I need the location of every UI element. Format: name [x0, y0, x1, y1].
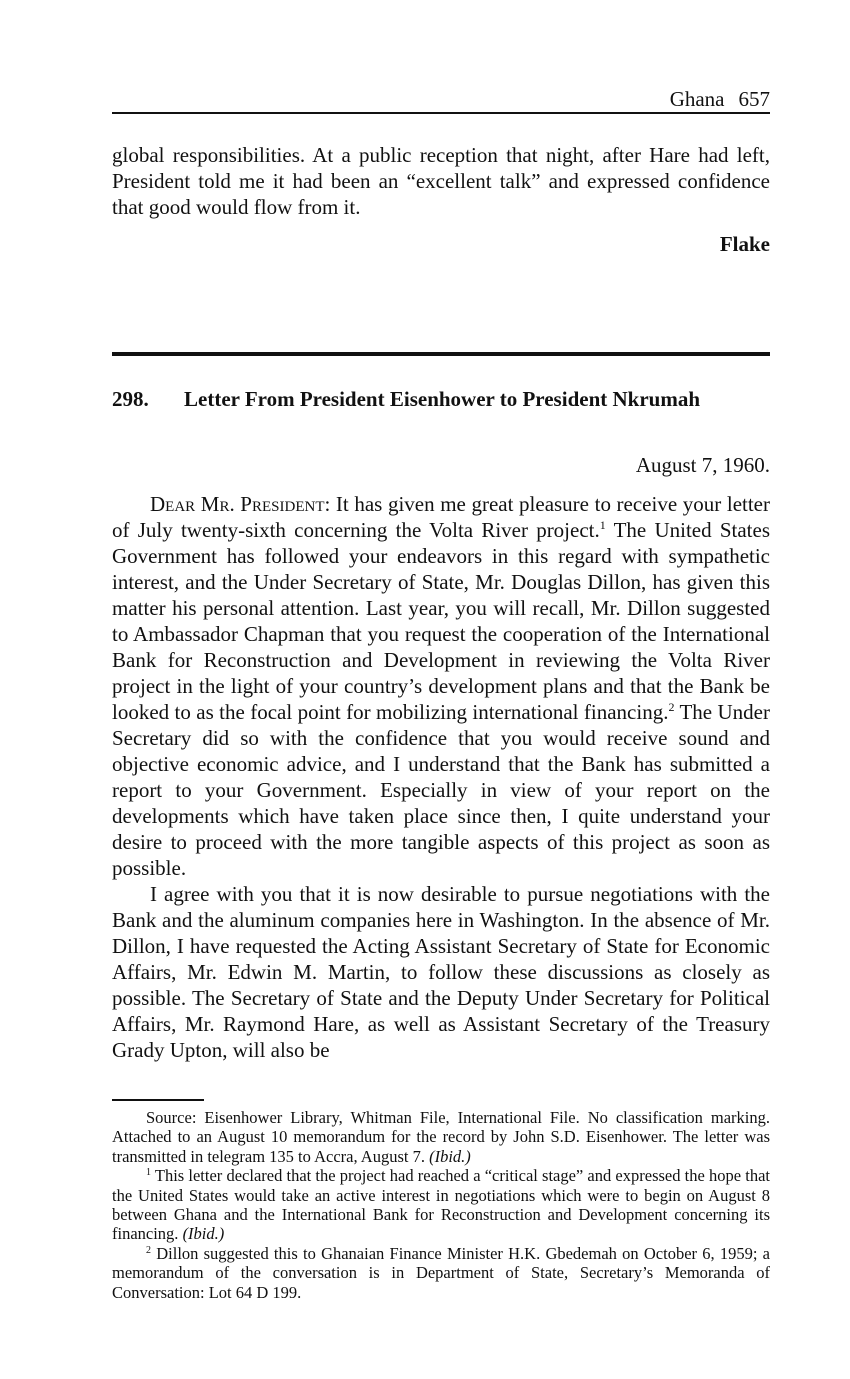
- section-divider: [112, 352, 770, 356]
- document-date: August 7, 1960.: [635, 453, 770, 477]
- running-head: [112, 86, 770, 112]
- footnote-ibid: (Ibid.): [429, 1146, 471, 1166]
- footnote-text: Source: Eisenhower Library, Whitman File, International File. No classification marking. Attached to an August 10 memorandum for the record by John S.D. Eisenhower. The letter was transmitted in telegram 135 to Accra, August 7.: [112, 1108, 770, 1166]
- letter-text: The United States Government has followed your endeavors in this regard with sympathetic interest, and the Under Secretary of State, Mr. Douglas Dillon, has given this matter his personal attention. Last year, you will recall, Mr. Dillon suggested to Ambassador Chapman that you request the cooperation of the International Bank for Reconstruction and Development in reviewing the Volta River project in the light of your country’s development plans and that the Bank be looked to as the focal point for mobilizing international financing.: [112, 518, 770, 724]
- document-number: 298.: [112, 387, 149, 411]
- page-number: 657: [738, 87, 770, 111]
- footnote-2: [112, 1244, 770, 1302]
- continuation-paragraph: global responsibilities. At a public reception that night, after Hare had left, President told me it had been an “excellent talk” and expressed confidence that good would flow from it.: [112, 143, 770, 219]
- letter-text: The Under Secretary did so with the confidence that you would receive sound and objective economic advice, and I understand that the Bank has submitted a report to your Government. Especially in view of your report on the developments which have taken place since then, I quite understand your desire to proceed with the more tangible aspects of this project as soon as possible.: [112, 700, 771, 880]
- footnote-text: Dillon suggested this to Ghanaian Finance Minister H.K. Gbedemah on October 6, 1959; a memorandum of the conversation is in Department of State, Secretary’s Memoranda of Conversation: Lot 64 D 199.: [112, 1243, 770, 1302]
- running-head-title: Ghana: [669, 87, 725, 111]
- footnote-ibid: (Ibid.): [182, 1224, 225, 1244]
- footnote-text: This letter declared that the project had reached a “critical stage” and expressed the hope that the United States would take an active interest in negotiations which were to begin on August 8 between Ghana and the International Bank for Reconstruction and Development concerning its financing.: [112, 1166, 770, 1244]
- footnote-ref: 1: [599, 518, 606, 532]
- letter-paragraph-1: [112, 491, 770, 881]
- header-rule: [112, 112, 770, 114]
- letter-body: [112, 491, 770, 1063]
- footnote-1: [112, 1166, 770, 1244]
- document-heading: [112, 386, 770, 412]
- letter-paragraph-2: I agree with you that it is now desirable to pursue negotiations with the Bank and the aluminum companies here in Washington. In the absence of Mr. Dillon, I have requested the Acting Assistant Secretary of State for Economic Affairs, Mr. Edwin M. Martin, to follow these discussions as closely as possible. The Secretary of State and the Deputy Under Secretary for Political Affairs, Mr. Raymond Hare, as well as Assistant Secretary of the Treasury Grady Upton, will also be: [112, 882, 770, 1062]
- source-note: [112, 1108, 770, 1166]
- document-title: Letter From President Eisenhower to President Nkrumah: [184, 387, 701, 411]
- footnote-rule: [112, 1099, 204, 1101]
- signature: Flake: [719, 232, 770, 256]
- footnote-number: 1: [146, 1167, 151, 1179]
- footnote-ref: 2: [668, 700, 675, 714]
- salutation: Dear Mr. President:: [150, 492, 331, 516]
- footnote-number: 2: [146, 1244, 151, 1256]
- letter-text: It has given me great pleasure to receive your letter of July twenty-sixth concerning the Volta River project.: [112, 492, 770, 542]
- footnotes: [112, 1108, 770, 1302]
